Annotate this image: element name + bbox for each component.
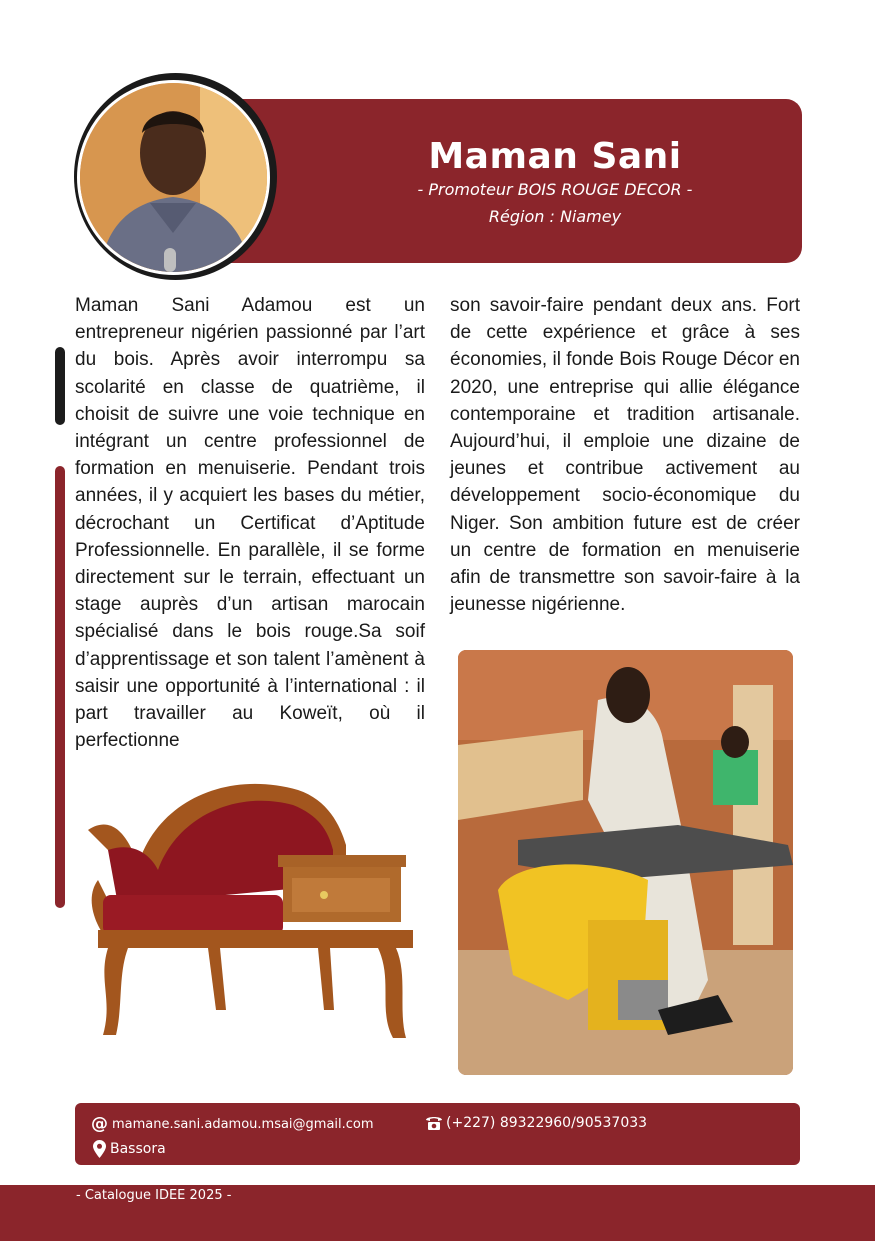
biography-column-left: Maman Sani Adamou est un entrepreneur nigérien passionné par l’art du bois. Après avoir interrompu sa scolarité en classe de quatrième, il choisit de suivre une voie technique en intégrant un centre professionnel de formation en menuiserie. Pendant trois années, il y acquiert les bases du métier, décrochant un Certificat d’Aptitude Professionnelle. En parallèle, il se forme directement sur le terrain, effectuant un stage auprès d’un artisan marocain spécialisé dans le bois rouge.Sa soif d’apprentissage et son talent l’amènent à saisir une opportunité à l’international : il part travailler au Koweït, où il perfectionne (75, 295, 425, 752)
footer-catalogue: - Catalogue IDEE 2025 - (76, 1188, 232, 1203)
at-sign-icon: @ (91, 1114, 108, 1134)
sofa-image (78, 770, 414, 1046)
portrait-photo (77, 80, 270, 275)
contact-box (75, 1103, 800, 1165)
telephone-icon (425, 1115, 443, 1131)
page-title: Maman Sani (428, 136, 682, 177)
role-subtitle: - Promoteur BOIS ROUGE DECOR - (417, 180, 693, 199)
region-subtitle: Région : Niamey (488, 207, 622, 226)
accent-bar-dark (55, 347, 65, 425)
location-text: Bassora (110, 1141, 166, 1157)
contact-phone (425, 1115, 647, 1131)
email-text[interactable]: mamane.sani.adamou.msai@gmail.com (112, 1116, 374, 1132)
contact-location (93, 1140, 166, 1158)
workshop-photo (458, 650, 793, 1075)
contact-email (91, 1114, 374, 1134)
accent-bar-red (55, 466, 65, 908)
phone-text[interactable]: (+227) 89322960/90537033 (446, 1115, 648, 1131)
biography-column-right: son savoir-faire pendant deux ans. Fort de cette expérience et grâce à ses économies, il fonde Bois Rouge Décor en 2020, une entreprise qui allie élégance contemporaine et tradition artisanale. Aujourd’hui, il emploie une dizaine de jeunes et contribue activement au développement socio-économique du Niger. Son ambition future est de créer un centre de formation en menuiserie afin de transmettre son savoir-faire à la jeunesse nigérienne. (450, 295, 800, 616)
map-pin-icon (93, 1140, 106, 1158)
